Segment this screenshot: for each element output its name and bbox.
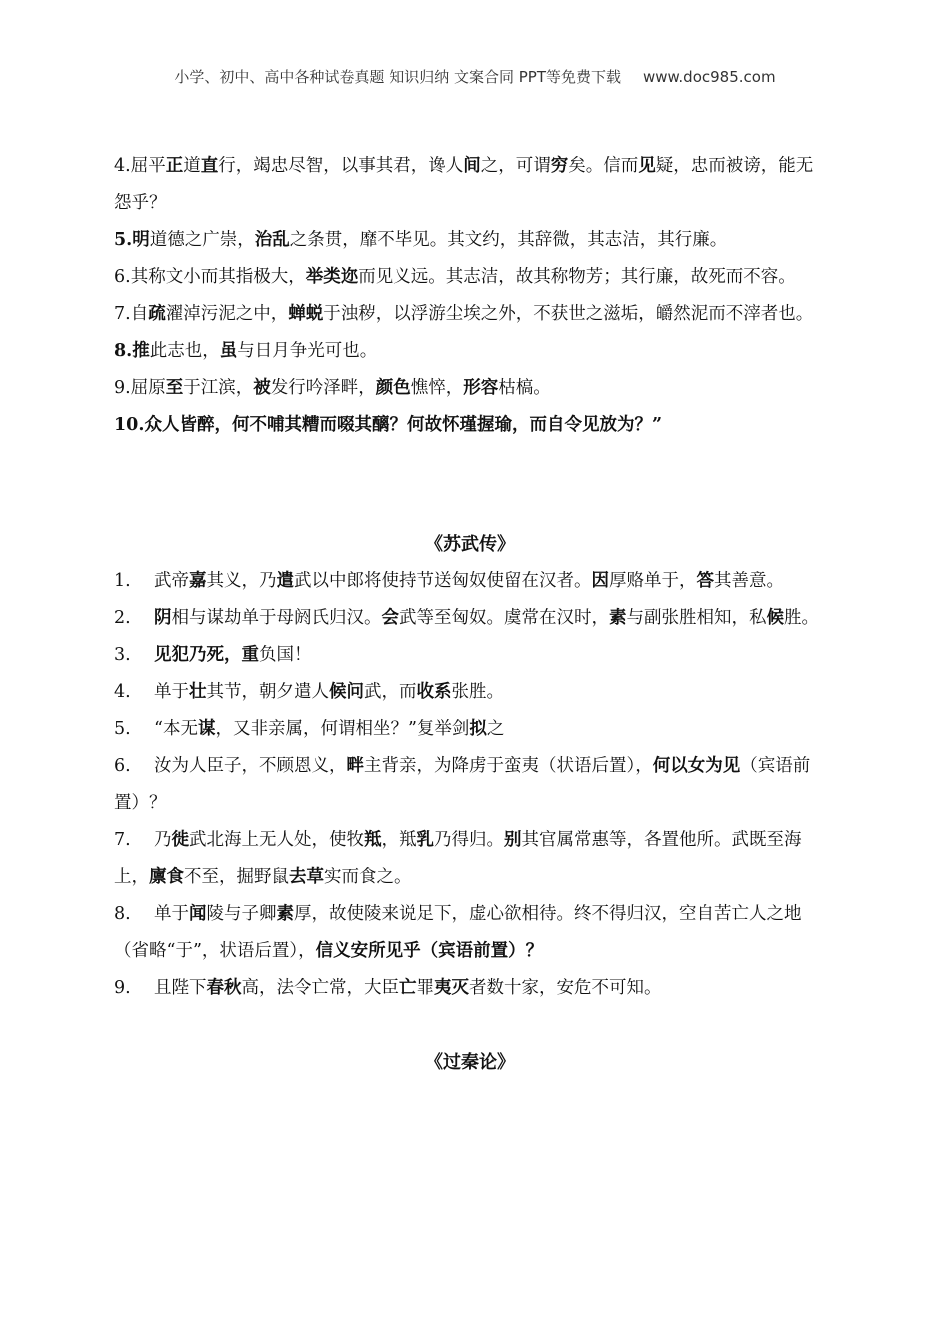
body-text: 而见义远。其志洁，故其称物芳；其行廉，故死而不容。 [358, 267, 796, 287]
keyword-text: 答 [696, 571, 714, 591]
keyword-text: 谋 [197, 719, 216, 739]
item-number: 3. [114, 645, 131, 665]
keyword-text: 廪食 [149, 867, 184, 887]
body-text: 胜。 [784, 608, 819, 628]
keyword-text: 直 [200, 156, 219, 176]
body-text: 高，法令亡常，大臣 [241, 978, 399, 998]
body-text: 武帝 [154, 571, 189, 591]
keyword-text: 乳 [416, 830, 434, 850]
body-text: 厚赂单于， [609, 571, 697, 591]
body-text: “本无 [154, 719, 198, 739]
body-text: 不至，掘野鼠 [184, 867, 289, 887]
body-text: 负国！ [259, 645, 312, 665]
body-text: 武等至匈奴。虞常在汉时， [399, 608, 609, 628]
list-item [114, 407, 826, 444]
list-item [114, 148, 826, 222]
body-text: 其节，朝夕遣人 [206, 682, 329, 702]
body-text: 者数十家，安危不可知。 [469, 978, 662, 998]
body-text: 厚，故使陵来说足下，虚心欲相待。终不得归汉，空自苦亡人之地（省略“于”，状语后置）， [114, 904, 802, 961]
list-item [114, 970, 826, 1007]
body-text: 乃得归。 [434, 830, 504, 850]
keyword-text: 嘉 [189, 571, 207, 591]
list-item [114, 370, 826, 407]
body-text: 其义，乃 [206, 571, 277, 591]
body-text: 武以中郎将使持节送匈奴使留在汉者。 [294, 571, 592, 591]
list-item [114, 822, 826, 896]
keyword-text: 壮 [189, 682, 207, 702]
body-text: ，羝 [381, 830, 417, 850]
keyword-text: 重 [241, 645, 259, 665]
body-text: 自 [130, 304, 149, 324]
keyword-text: 虽 [219, 341, 238, 361]
keyword-text: 形容 [463, 378, 499, 398]
keyword-text: 明 [132, 230, 150, 250]
section-title-su-wu: 《苏武传》 [425, 534, 515, 555]
keyword-text: 间 [463, 156, 481, 176]
item-number: 8. [114, 341, 133, 361]
item-number: 4. [114, 682, 131, 702]
keyword-text: 阴 [154, 608, 172, 628]
body-text: 疑，忠而被谤，能无怨乎？ [114, 156, 814, 213]
body-text: 武北海上无人处，使牧 [189, 830, 364, 850]
document-body [114, 148, 826, 1081]
keyword-text: 候 [766, 608, 784, 628]
body-text: 与日月争光可也。 [237, 341, 378, 361]
keyword-text: 畔 [346, 756, 364, 776]
page-header [0, 66, 950, 87]
keyword-text: 见 [638, 156, 656, 176]
list-item [114, 563, 826, 600]
body-text: 单于 [154, 682, 189, 702]
body-text: 道 [183, 156, 201, 176]
keyword-text: 候问 [329, 682, 364, 702]
keyword-text: 春秋 [206, 978, 242, 998]
section-qu-yuan [114, 148, 826, 444]
list-item [114, 748, 826, 822]
keyword-text: 羝 [364, 830, 382, 850]
body-text: 罪 [416, 978, 434, 998]
body-text: 其官属常惠等，各置他所。武既至海上， [114, 830, 802, 887]
keyword-text: 众人皆醉，何不哺其糟而啜其醨？何故怀瑾握瑜，而自令见放为？” [144, 415, 663, 435]
keyword-text: 推 [132, 341, 150, 361]
body-text: 与副张胜相知，私 [626, 608, 767, 628]
body-text: 矣。信而 [568, 156, 639, 176]
keyword-text: 收系 [416, 682, 452, 702]
keyword-text: 徙 [171, 830, 189, 850]
body-text: 屈平 [130, 156, 166, 176]
body-text: 其称文小而其指极大， [130, 267, 306, 287]
body-text: 发行吟泽畔， [270, 378, 376, 398]
item-number: 5. [114, 719, 131, 739]
list-item [114, 259, 826, 296]
section-su-wu [114, 563, 826, 1007]
item-number: 5. [114, 230, 133, 250]
item-number: 6. [114, 756, 131, 776]
keyword-text: 素 [609, 608, 627, 628]
keyword-text: 治乱 [254, 230, 290, 250]
body-text: 汝为人臣子，不顾恩义， [154, 756, 347, 776]
keyword-text: 遣 [276, 571, 294, 591]
keyword-text: 见犯乃死， [154, 645, 242, 665]
list-item [114, 600, 826, 637]
keyword-text: 信义安所见乎（宾语前置）？ [315, 941, 544, 961]
item-number: 10. [114, 415, 145, 435]
body-text: 于江滨， [183, 378, 254, 398]
body-text: 行，竭忠尽智，以事其君，谗人 [218, 156, 464, 176]
body-text: 乃 [154, 830, 172, 850]
item-number: 8. [114, 904, 131, 924]
list-item [114, 674, 826, 711]
body-text: 于浊秽，以浮游尘埃之外，不获世之滋垢，皭然泥而不滓者也。 [323, 304, 814, 324]
body-text: 屈原 [130, 378, 166, 398]
body-text: 实而食之。 [324, 867, 412, 887]
keyword-text: 亡 [399, 978, 417, 998]
body-text: 且陛下 [154, 978, 207, 998]
body-text: 张胜。 [451, 682, 504, 702]
keyword-text: 去草 [289, 867, 324, 887]
body-text: 陵与子卿 [206, 904, 277, 924]
keyword-text: 会 [381, 608, 399, 628]
body-text: 之 [486, 719, 505, 739]
list-item [114, 222, 826, 259]
keyword-text: 被 [253, 378, 271, 398]
keyword-text: 夷灭 [434, 978, 469, 998]
keyword-text: 闻 [189, 904, 207, 924]
keyword-text: 素 [276, 904, 294, 924]
keyword-text: 举类迩 [305, 267, 359, 287]
keyword-text: 拟 [469, 719, 487, 739]
body-text: 此志也， [149, 341, 220, 361]
body-text: 主背亲，为降虏于蛮夷（状语后置）， [364, 756, 653, 776]
keyword-text: 疏 [148, 304, 166, 324]
body-text: 相与谋劫单于母阏氏归汉。 [171, 608, 382, 628]
keyword-text: 颜色 [375, 378, 411, 398]
item-number: 4. [114, 156, 131, 176]
item-number: 2. [114, 608, 131, 628]
keyword-text: 至 [165, 378, 184, 398]
list-item [114, 896, 826, 970]
body-text: 单于 [154, 904, 189, 924]
body-text: 道德之广崇， [149, 230, 255, 250]
body-text: 枯槁。 [498, 378, 551, 398]
body-text: ，又非亲属，何谓相坐？”复举剑 [215, 719, 470, 739]
item-number: 9. [114, 978, 131, 998]
keyword-text: 蝉蜕 [288, 304, 324, 324]
item-number: 6. [114, 267, 131, 287]
list-item [114, 333, 826, 370]
body-text: 之，可谓 [480, 156, 551, 176]
body-text: 其善意。 [714, 571, 784, 591]
list-item [114, 711, 826, 748]
item-number: 9. [114, 378, 131, 398]
keyword-text: 何以女为见 [652, 756, 741, 776]
keyword-text: 穷 [550, 156, 569, 176]
list-item [114, 296, 826, 333]
item-number: 7. [114, 304, 131, 324]
header-site: www.doc985.com [642, 68, 776, 86]
body-text: 之条贯，靡不毕见。其文约，其辞微，其志洁，其行廉。 [289, 230, 728, 250]
keyword-text: 正 [165, 156, 184, 176]
body-text: 濯淖污泥之中， [165, 304, 289, 324]
header-text: 小学、初中、高中各种试卷真题 知识归纳 文案合同 PPT等免费下载 [174, 68, 621, 86]
body-text: 憔悴， [410, 378, 464, 398]
body-text: （宾语前置）？ [114, 756, 811, 813]
section-title-guo-qin: 《过秦论》 [425, 1052, 515, 1073]
body-text: 武，而 [364, 682, 417, 702]
keyword-text: 别 [504, 830, 522, 850]
item-number: 1. [114, 571, 131, 591]
item-number: 7. [114, 830, 131, 850]
list-item [114, 637, 826, 674]
keyword-text: 因 [591, 571, 609, 591]
